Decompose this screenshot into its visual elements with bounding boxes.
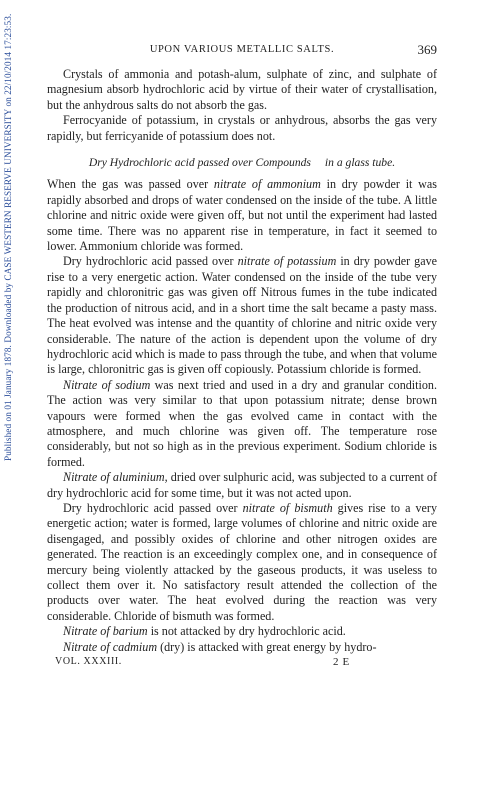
volume-label: VOL. XXXIII. — [55, 656, 122, 668]
paragraph-cadmium — [47, 640, 437, 655]
text-run: is not attacked by dry hydrochloric acid. — [147, 624, 346, 639]
compound-name: Nitrate of barium — [63, 624, 148, 639]
text-run: in dry powder it was rapidly absorbed and drops of water condensed on the inside of the tube. A little chlorine and nitric oxide were given off, but not until the experiment had lasted some time. There was no apparent rise in temperature, in fact it seemed to lower. Ammonium chloride was formed. — [47, 177, 437, 254]
page-number: 369 — [417, 42, 437, 57]
page-footer — [47, 656, 437, 670]
paragraph-bismuth — [47, 501, 437, 624]
compound-name: Nitrate of aluminium, — [63, 470, 168, 485]
book-page — [47, 42, 437, 670]
compound-name: nitrate of ammonium — [213, 177, 321, 192]
download-watermark: Published on 01 January 1878. Downloaded by CASE WESTERN RESERVE UNIVERSITY on 22/10/2014 17:23:53. — [3, 14, 13, 462]
running-header — [47, 42, 437, 62]
text-run: Dry hydrochloric acid passed over — [63, 254, 238, 269]
text-run: When the gas was passed over — [47, 177, 214, 192]
section-heading-part1: Dry Hydrochloric acid passed over Compounds — [88, 156, 311, 170]
text-run: gives rise to a very energetic action; water is formed, large volumes of chlorine and nitric oxide are disengaged, and possibly oxides of chlorine and other nitrogen oxides are generated. The reaction is an exceedingly complex one, and in consequence of mercury being violently attacked by the gaseous products, it was useless to collect them over it. No satisfactory result attended the collection of the products over water. The heat evolved during the reaction was very considerable. Chloride of bismuth was formed. — [47, 500, 438, 623]
paragraph-aluminium — [47, 470, 437, 501]
section-heading — [47, 155, 437, 170]
paragraph-barium — [47, 624, 437, 639]
text-run: Dry hydrochloric acid passed over — [63, 500, 243, 515]
compound-name: nitrate of bismuth — [242, 500, 333, 515]
text-run: in dry powder gave rise to a very energetic action. Water condensed on the inside of the tube very rapidly and chloronitric gas was given off Nitrous fumes in the tube indicated the production of nitrous acid, and in a short time the salt became a pasty mass. The heat evolved was intense and the quantity of chlorine and nitric oxide very considerable. The nature of the action is dependent upon the volume of dry hydrochloric acid which is made to pass through the tube, and when that volume is large, chloronitric gas is given off copiously. Potassium chloride is formed. — [47, 254, 437, 377]
text-run: dried over sulphuric acid, was subjected to a current of dry hydrochloric acid for some time, but it was not acted upon. — [47, 470, 437, 500]
paragraph-ammonium — [47, 177, 437, 254]
compound-name: Nitrate of cadmium — [63, 639, 158, 654]
text-run: (dry) is attacked with great energy by hydro- — [157, 639, 377, 654]
paragraph-ferrocyanide: Ferrocyanide of potassium, in crystals or anhydrous, absorbs the gas very rapidly, but ferricyanide of potassium does not. — [47, 113, 437, 143]
paragraph-potassium — [47, 254, 437, 377]
section-heading-part2: in a glass tube. — [324, 156, 396, 170]
running-title: UPON VARIOUS METALLIC SALTS. — [149, 44, 335, 55]
paragraph-sodium — [47, 378, 437, 470]
compound-name: nitrate of potassium — [237, 254, 337, 269]
paragraph-alums: Crystals of ammonia and potash-alum, sulphate of zinc, and sulphate of magnesium absorb hydrochloric acid by virtue of their water of crystallisation, but the anhydrous salts do not absorb the gas. — [47, 67, 437, 112]
text-run: was next tried and used in a dry and granular condition. The action was very similar to that upon potassium nitrate; dense brown vapours were formed when the gas evolved came in contact with the atmosphere, and much chlorine was given off. The temperature rose considerably, but not so high as in the previous experiment. Sodium chloride is formed. — [47, 377, 437, 469]
compound-name: Nitrate of sodium — [63, 377, 151, 392]
signature-mark: 2 E — [333, 656, 350, 669]
